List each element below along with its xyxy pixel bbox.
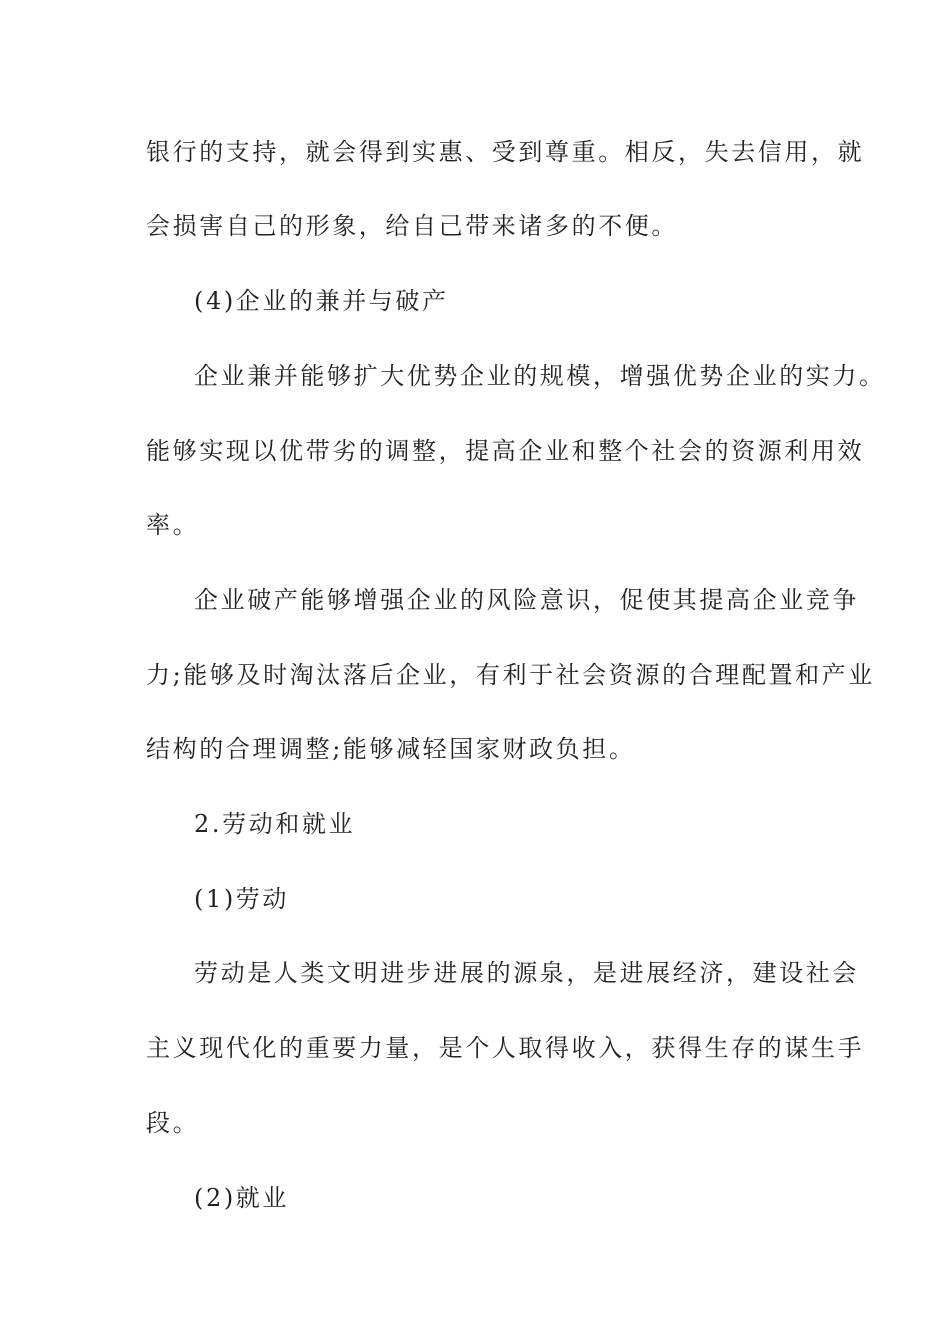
paragraph-line: 主义现代化的重要力量，是个人取得收入，获得生存的谋生手 xyxy=(146,1034,865,1062)
paragraph-line: 劳动是人类文明进步进展的源泉，是进展经济，建设社会 xyxy=(194,959,859,987)
paragraph-line: 企业破产能够增强企业的风险意识，促使其提高企业竞争 xyxy=(194,586,859,614)
section-heading: 2.劳动和就业 xyxy=(194,810,356,838)
paragraph-line: 力;能够及时淘汰落后企业，有利于社会资源的合理配置和产业 xyxy=(146,661,875,689)
paragraph-line: 银行的支持，就会得到实惠、受到尊重。相反，失去信用，就 xyxy=(146,138,865,166)
paragraph-line: 能够实现以优带劣的调整，提高企业和整个社会的资源利用效 xyxy=(146,437,865,465)
section-heading: (1)劳动 xyxy=(194,885,289,913)
paragraph-line: 会损害自己的形象，给自己带来诸多的不便。 xyxy=(146,212,678,240)
section-heading: (4)企业的兼并与破产 xyxy=(194,287,449,315)
paragraph-line: 企业兼并能够扩大优势企业的规模，增强优势企业的实力。 xyxy=(194,362,886,390)
paragraph-line: 率。 xyxy=(146,511,200,539)
paragraph-line: 结构的合理调整;能够减轻国家财政负担。 xyxy=(146,735,636,763)
section-heading: (2)就业 xyxy=(194,1184,289,1212)
paragraph-line: 段。 xyxy=(146,1109,200,1137)
